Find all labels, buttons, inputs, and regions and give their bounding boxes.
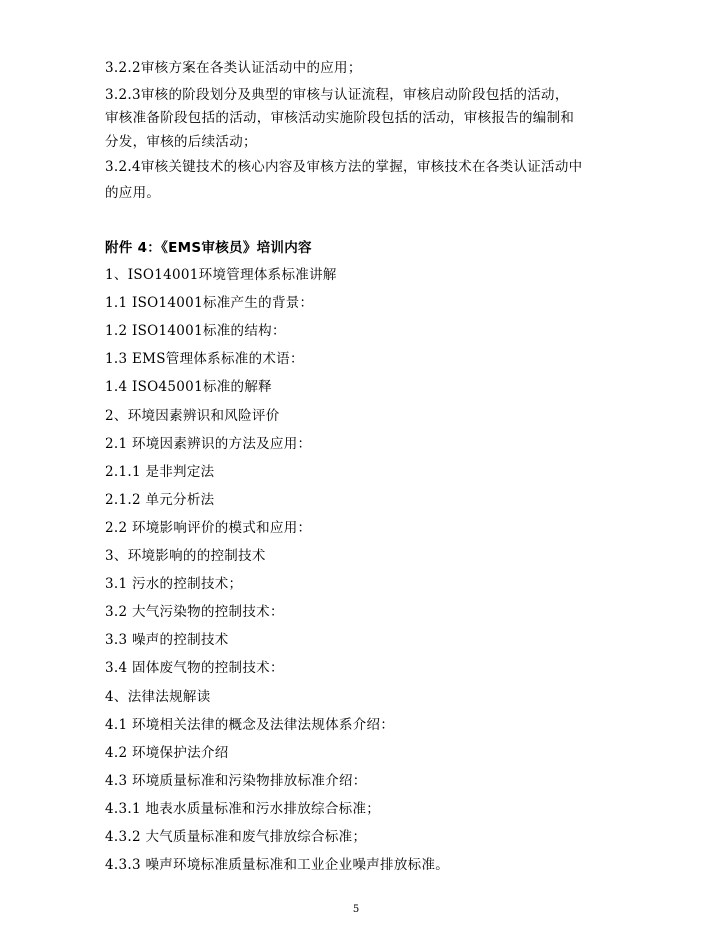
body-line: 审核准备阶段包括的活动，审核活动实施阶段包括的活动，审核报告的编制和 (105, 110, 575, 126)
outline-item: 4.3 环境质量标准和污染物排放标准介绍： (105, 773, 367, 789)
page-number: 5 (352, 904, 360, 915)
body-line: 的应用。 (105, 185, 161, 201)
annex-heading: 附件 4：《EMS审核员》培训内容 (105, 240, 312, 256)
outline-item: 1.3 EMS管理体系标准的术语： (105, 351, 304, 367)
outline-item: 4.3.3 噪声环境标准质量标准和工业企业噪声排放标准。 (105, 857, 450, 873)
outline-item: 4.2 环境保护法介绍 (105, 745, 229, 761)
outline-item: 2.1.1 是非判定法 (105, 464, 215, 480)
outline-item: 1.4 ISO45001标准的解释 (105, 379, 272, 395)
body-line: 3.2.4审核关键技术的核心内容及审核方法的掌握，审核技术在各类认证活动中 (105, 159, 583, 175)
outline-item: 3.1 污水的控制技术； (105, 576, 243, 592)
outline-item: 2.2 环境影响评价的模式和应用： (105, 520, 312, 536)
body-line: 分发，审核的后续活动； (105, 134, 257, 150)
outline-item: 4.3.2 大气质量标准和废气排放综合标准； (105, 829, 367, 845)
outline-item: 3.2 大气污染物的控制技术： (105, 604, 284, 620)
outline-item: 1.1 ISO14001标准产生的背景： (105, 295, 314, 311)
outline-item: 4.3.1 地表水质量标准和污水排放综合标准； (105, 801, 381, 817)
outline-item: 2、环境因素辨识和风险评价 (105, 408, 280, 424)
outline-item: 4.1 环境相关法律的概念及法律法规体系介绍： (105, 717, 395, 733)
outline-item: 3、环境影响的的控制技术 (105, 548, 266, 564)
outline-item: 4、法律法规解读 (105, 689, 211, 705)
outline-item: 1、ISO14001环境管理体系标准讲解 (105, 267, 337, 283)
body-line: 3.2.2审核方案在各类认证活动中的应用； (105, 60, 362, 76)
outline-item: 3.3 噪声的控制技术 (105, 632, 229, 648)
outline-item: 1.2 ISO14001标准的结构： (105, 323, 286, 339)
outline-item: 3.4 固体废气物的控制技术： (105, 660, 284, 676)
body-line: 3.2.3审核的阶段划分及典型的审核与认证流程，审核启动阶段包括的活动， (105, 87, 569, 103)
outline-item: 2.1 环境因素辨识的方法及应用： (105, 436, 312, 452)
outline-item: 2.1.2 单元分析法 (105, 492, 215, 508)
